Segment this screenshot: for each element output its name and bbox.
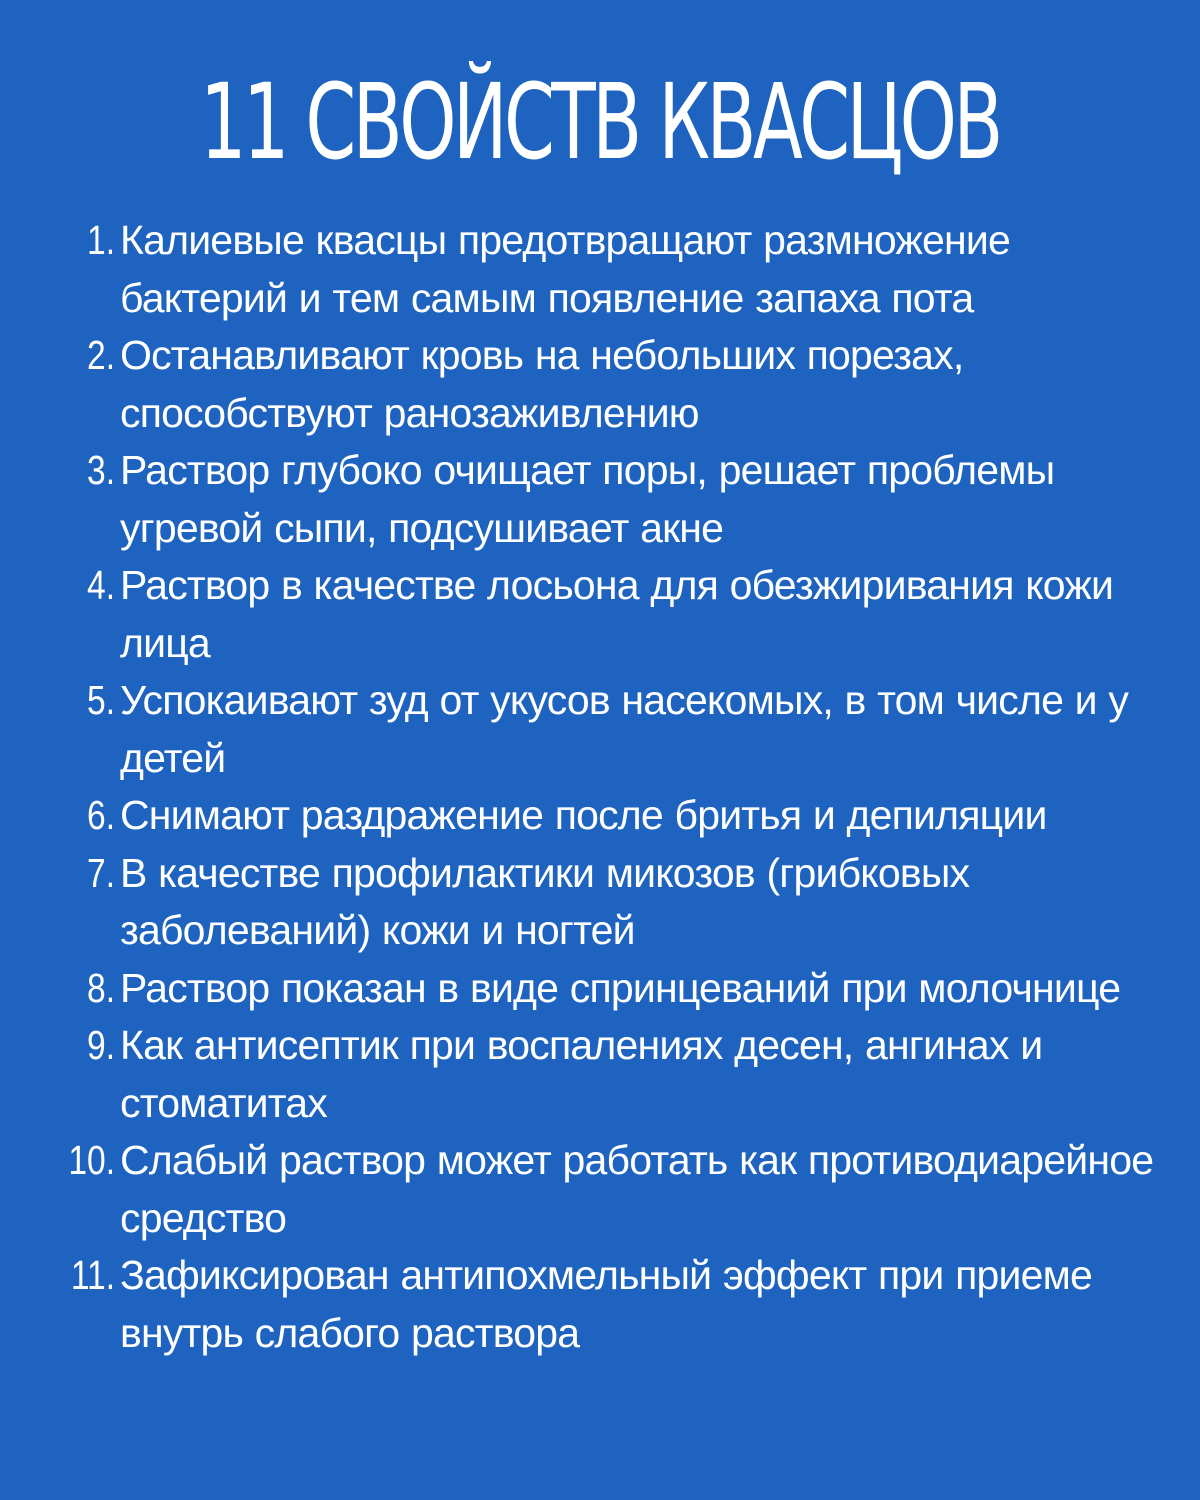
item-text: Как антисептик при воспалениях десен, ангинах и стоматитах [120,1022,1043,1126]
item-number: 6. [87,792,116,838]
item-number: 1. [87,217,116,263]
item-text: Раствор показан в виде спринцеваний при молочнице [120,964,1121,1011]
list-item [0,672,1200,787]
item-number: 5. [87,677,116,723]
list-item [0,557,1200,672]
poster-title: 11 СВОЙСТВ КВАСЦОВ [200,61,1000,183]
item-text: В качестве профилактики микозов (грибковых заболеваний) кожи и ногтей [120,849,970,953]
properties-list [0,212,1200,1362]
item-text: Зафиксирован антипохмельный эффект при приеме внутрь слабого раствора [120,1252,1093,1356]
item-text: Слабый раствор может работать как противодиарейное средство [120,1137,1154,1241]
list-item [0,327,1200,442]
item-number: 7. [87,849,116,896]
list-item [0,1132,1200,1247]
item-text: Успокаивают зуд от укусов насекомых, в том числе и у детей [120,677,1129,781]
item-number: 4. [87,562,116,608]
item-number: 8. [87,964,116,1011]
item-text: Калиевые квасцы предотвращают размножение бактерий и тем самым появление запаха пота [120,217,1010,321]
list-item [0,1017,1200,1132]
item-number: 2. [87,332,116,378]
item-number: 9. [87,1022,116,1068]
list-item [0,442,1200,557]
item-text: Останавливают кровь на небольших порезах, способствуют ранозаживлению [120,332,964,436]
item-text: Раствор в качестве лосьона для обезжиривания кожи лица [120,562,1114,666]
list-item [0,212,1200,327]
list-item [0,845,1200,960]
item-number: 11. [70,1252,116,1298]
item-number: 3. [87,447,116,493]
item-text: Раствор глубоко очищает поры, решает проблемы угревой сыпи, подсушивает акне [120,447,1055,551]
list-item [0,960,1200,1018]
item-text: Снимают раздражение после бритья и депиляции [120,792,1047,838]
list-item [0,787,1200,845]
item-number: 10. [68,1137,116,1183]
list-item [0,1247,1200,1362]
